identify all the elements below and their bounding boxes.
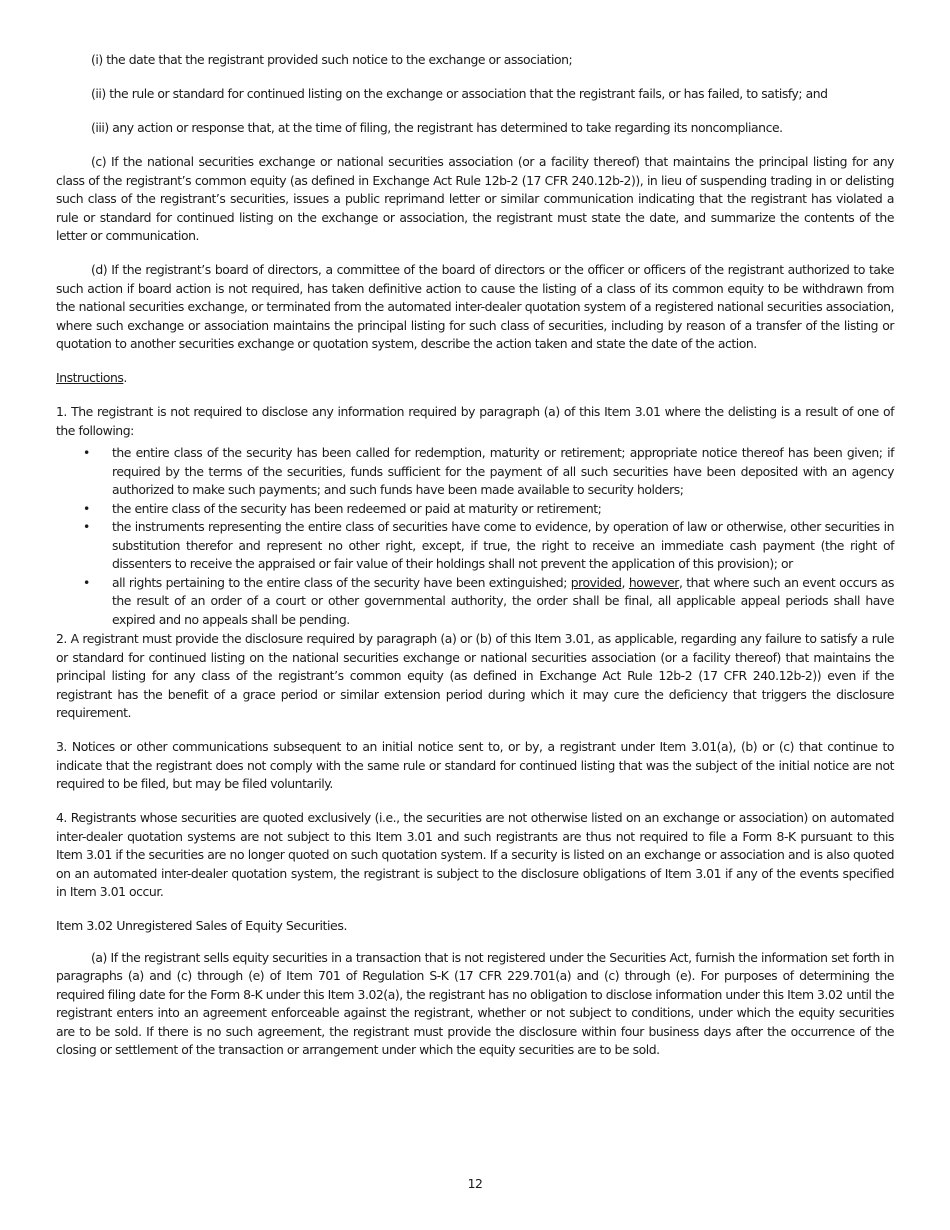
bullet-text-end: , that where such an event occurs as the result of an order of a court or other governmental authority, the order shall be final, all applicable appeal periods shall have expired and no appeals shall be pending. (112, 574, 894, 627)
instructions-heading (56, 369, 894, 388)
instructions-heading-text: Instructions (56, 370, 124, 385)
bullet-text-start: all rights pertaining to the entire class of the security have been extinguished; (112, 574, 571, 590)
page-number: 12 (467, 1176, 483, 1191)
item-302-paragraph-a: (a) If the registrant sells equity securities in a transaction that is not registered under the Securities Act, furnish the information set forth in paragraphs (a) and (c) through (e) of Item 701 of Regulation S-K (17 CFR 229.701(a) and (c) through (e). For purposes of determining the required filing date for the Form 8-K under this Item 3.02(a), the registrant has no obligation to disclose information under this Item 3.02 until the registrant enters into an agreement enforceable against the registrant, whether or not subject to conditions, under which the equity securities are to be sold. If there is no such agreement, the registrant must provide the disclosure within four business days after the occurrence of the closing or settlement of the transaction or arrangement under which the equity securities are to be sold. (56, 949, 895, 1057)
bullet-icon: • (83, 519, 90, 534)
bullet-item (56, 574, 894, 630)
item-302-heading: Item 3.02 Unregistered Sales of Equity Securities. (56, 918, 348, 933)
instruction-4-paragraph: 4. Registrants whose securities are quoted exclusively (i.e., the securities are not otherwise listed on an exchange or association) on automated inter-dealer quotation systems are not subject to this Item 3.01 and such registrants are thus not required to file a Form 8-K pursuant to this Item 3.01 if the securities are no longer quoted on such quotation system. If a security is listed on an exchange or association and is also quoted on an automated inter-dealer quotation system, the registrant is subject to the disclosure obligations of Item 3.01 if any of the events specified in Item 3.01 occur. (56, 810, 894, 899)
item-i-paragraph: (i) the date that the registrant provided such notice to the exchange or association; (91, 52, 573, 67)
however-term: however (628, 574, 679, 590)
bullet-icon: • (83, 445, 90, 460)
bullet-comma: , (621, 574, 629, 590)
bullet-icon: • (83, 574, 90, 590)
bullet-icon: • (83, 500, 90, 516)
item-iii-paragraph: (iii) any action or response that, at the time of filing, the registrant has determined to take regarding its noncompliance. (91, 120, 783, 135)
paragraph-d: (d) If the registrant’s board of directors, a committee of the board of directors or the officer or officers of the registrant authorized to take such action if board action is not required, has taken definitive action to cause the listing of a class of its common equity to be withdrawn from the national securities exchange, or terminated from the automated inter-dealer quotation system of a registered national securities association, where such exchange or association maintains the principal listing for such class of securities, including by reason of a transfer of the listing or quotation to another securities exchange or quotation system, describe the action taken and state the date of the action. (56, 262, 894, 351)
page-content (56, 51, 894, 1075)
provided-term: provided (570, 574, 622, 590)
instruction-1-bullet-list (56, 444, 894, 629)
item-ii-paragraph: (ii) the rule or standard for continued listing on the exchange or association that the registrant fails, or has failed, to satisfy; and (91, 86, 828, 101)
bullet-item (56, 500, 894, 519)
instruction-2-paragraph: 2. A registrant must provide the disclosure required by paragraph (a) or (b) of this Item 3.01, as applicable, regarding any failure to satisfy a rule or standard for continued listing on the national securities exchange or national securities association (or a facility thereof) that maintains the principal listing for any class of the registrant’s common equity (as defined in Exchange Act Rule 12b-2 (17 CFR 240.12b-2)) even if the registrant has the benefit of a grace period or similar extension period during which it may cure the deficiency that triggers the disclosure requirement. (56, 631, 894, 720)
paragraph-c: (c) If the national securities exchange or national securities association (or a facility thereof) that maintains the principal listing for any class of the registrant’s common equity (as defined in Exchange Act Rule 12b-2 (17 CFR 240.12b-2)), in lieu of suspending trading in or delisting such class of the registrant’s securities, issues a public reprimand letter or similar communication indicating that the registrant has violated a rule or standard for continued listing on the exchange or association, the registrant must state the date, and summarize the contents of the letter or communication. (56, 154, 894, 243)
bullet-item (56, 518, 894, 574)
bullet-text: the instruments representing the entire class of securities have come to evidence, by operation of law or otherwise, other securities in substitution therefor and represent no other right, except, if true, the right to receive an immediate cash payment (the right of dissenters to receive the appraised or fair value of their holdings shall not prevent the application of this provision); or (112, 519, 894, 571)
bullet-text: the entire class of the security has been redeemed or paid at maturity or retirement; (112, 500, 602, 516)
instructions-heading-period: . (123, 370, 127, 385)
bullet-item (56, 444, 894, 500)
instruction-3-paragraph: 3. Notices or other communications subsequent to an initial notice sent to, or by, a registrant under Item 3.01(a), (b) or (c) that continue to indicate that the registrant does not comply with the same rule or standard for continued listing that was the subject of the initial notice are not required to be filed, but may be filed voluntarily. (56, 739, 894, 791)
instruction-1-intro: 1. The registrant is not required to disclose any information required by paragraph (a) of this Item 3.01 where the delisting is a result of one of the following: (56, 404, 894, 438)
bullet-text: the entire class of the security has been called for redemption, maturity or retirement; appropriate notice thereof has been given; if required by the terms of the securities, funds sufficient for the payment of all such securities have been deposited with an agency authorized to make such payments; and such funds have been made available to security holders; (112, 445, 894, 497)
